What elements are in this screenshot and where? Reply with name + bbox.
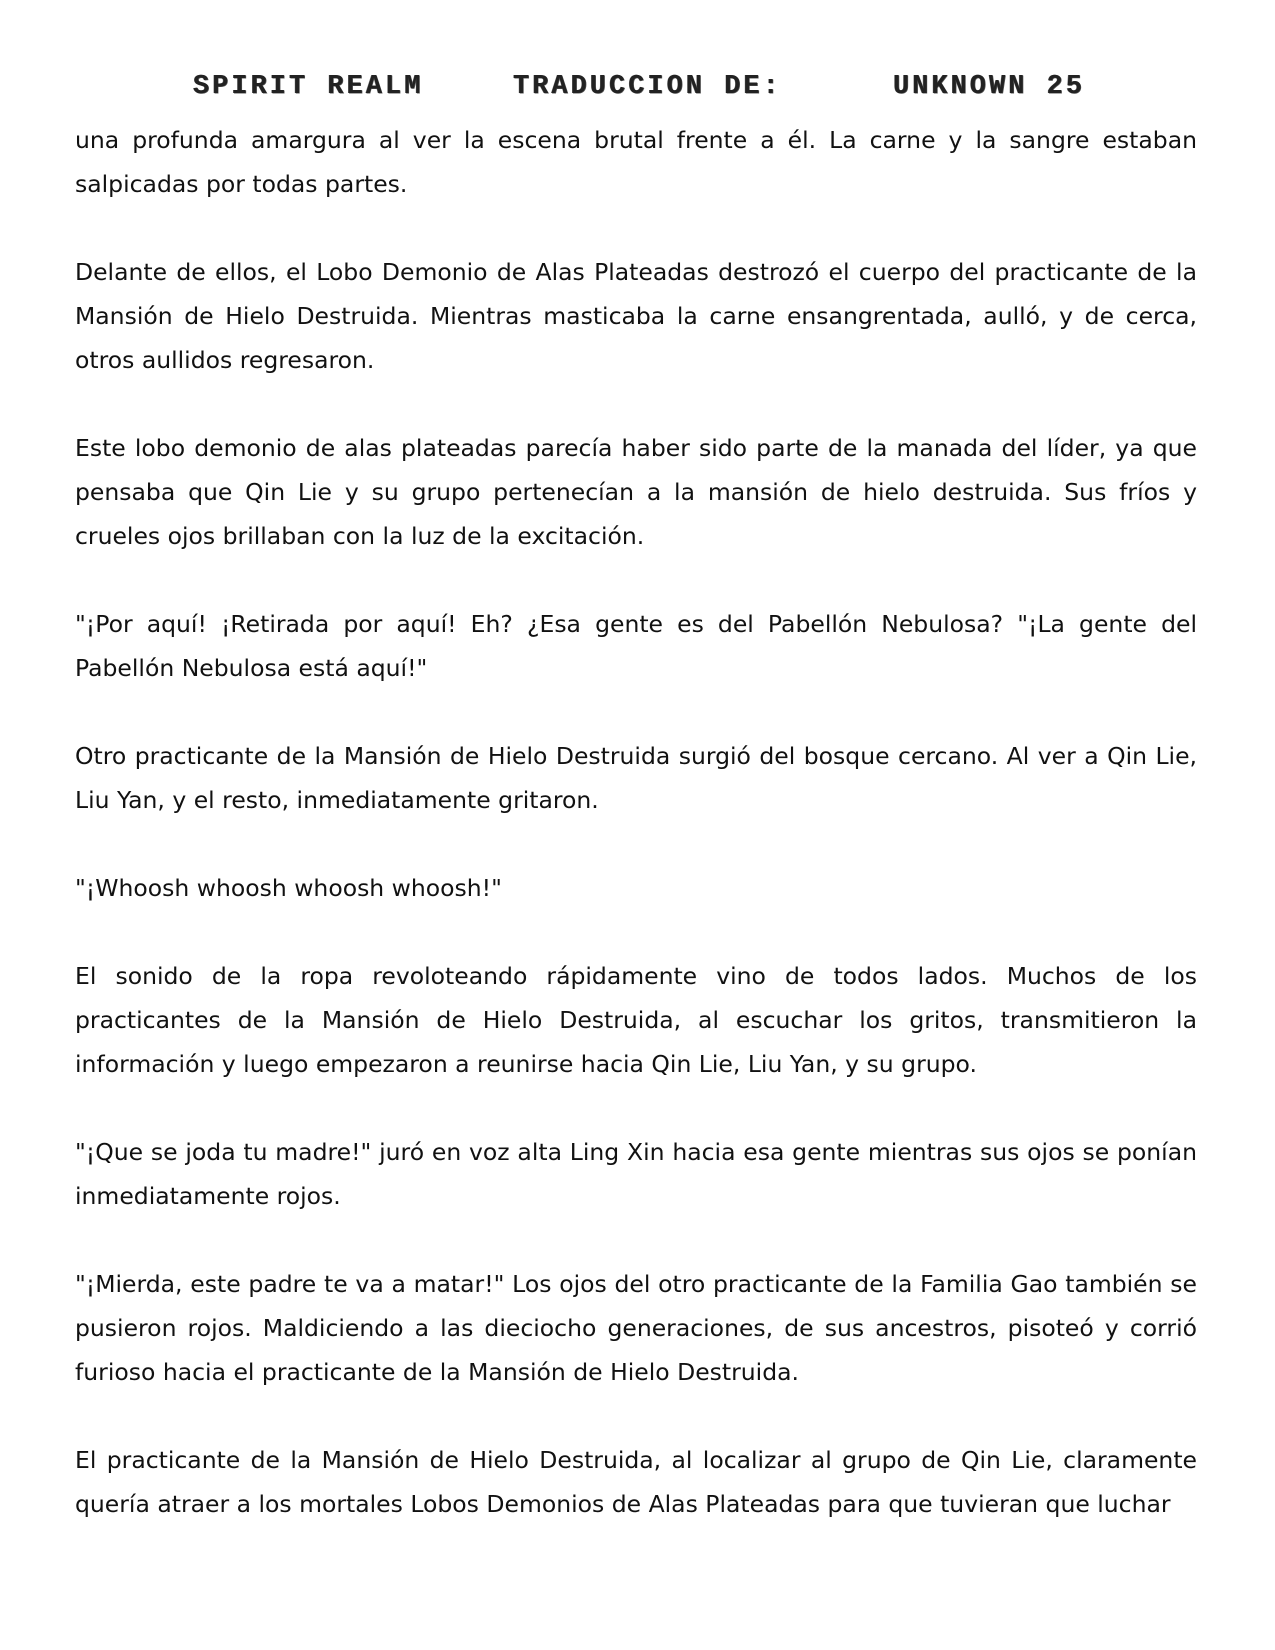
chapter-body [75,118,1197,1526]
paragraph: El sonido de la ropa revoloteando rápidamente vino de todos lados. Muchos de los practicantes de la Mansión de Hielo Destruida, al escuchar los gritos, transmitieron la información y luego empezaron a reunirse hacia Qin Lie, Liu Yan, y su grupo. [75,962,1197,1078]
paragraph: "¡Whoosh whoosh whoosh whoosh!" [75,874,502,902]
paragraph: una profunda amargura al ver la escena brutal frente a él. La carne y la sangre estaban salpicadas por todas partes. [75,126,1197,198]
header-translation-label: TRADUCCION DE: [513,72,782,102]
paragraph: "¡Que se joda tu madre!" juró en voz alta Ling Xin hacia esa gente mientras sus ojos se ponían inmediatamente rojos. [75,1138,1197,1210]
header-translator: UNKNOWN 25 [893,72,1086,102]
page-header [0,72,1275,112]
paragraph: El practicante de la Mansión de Hielo Destruida, al localizar al grupo de Qin Lie, claramente quería atraer a los mortales Lobos Demonios de Alas Plateadas para que tuvieran que luchar [75,1446,1197,1518]
paragraph: "¡Por aquí! ¡Retirada por aquí! Eh? ¿Esa gente es del Pabellón Nebulosa? "¡La gente del Pabellón Nebulosa está aquí!" [75,610,1197,682]
paragraph: Otro practicante de la Mansión de Hielo Destruida surgió del bosque cercano. Al ver a Qin Lie, Liu Yan, y el resto, inmediatamente gritaron. [75,742,1197,814]
paragraph: Este lobo demonio de alas plateadas parecía haber sido parte de la manada del líder, ya que pensaba que Qin Lie y su grupo pertenecían a la mansión de hielo destruida. Sus fríos y crueles ojos brillaban con la luz de la excitación. [75,434,1197,550]
header-title: SPIRIT REALM [193,72,424,102]
paragraph: "¡Mierda, este padre te va a matar!" Los ojos del otro practicante de la Familia Gao también se pusieron rojos. Maldiciendo a las dieciocho generaciones, de sus ancestros, pisoteó y corrió furioso hacia el practicante de la Mansión de Hielo Destruida. [75,1270,1197,1386]
paragraph: Delante de ellos, el Lobo Demonio de Alas Plateadas destrozó el cuerpo del practicante de la Mansión de Hielo Destruida. Mientras masticaba la carne ensangrentada, aulló, y de cerca, otros aullidos regresaron. [75,258,1197,374]
